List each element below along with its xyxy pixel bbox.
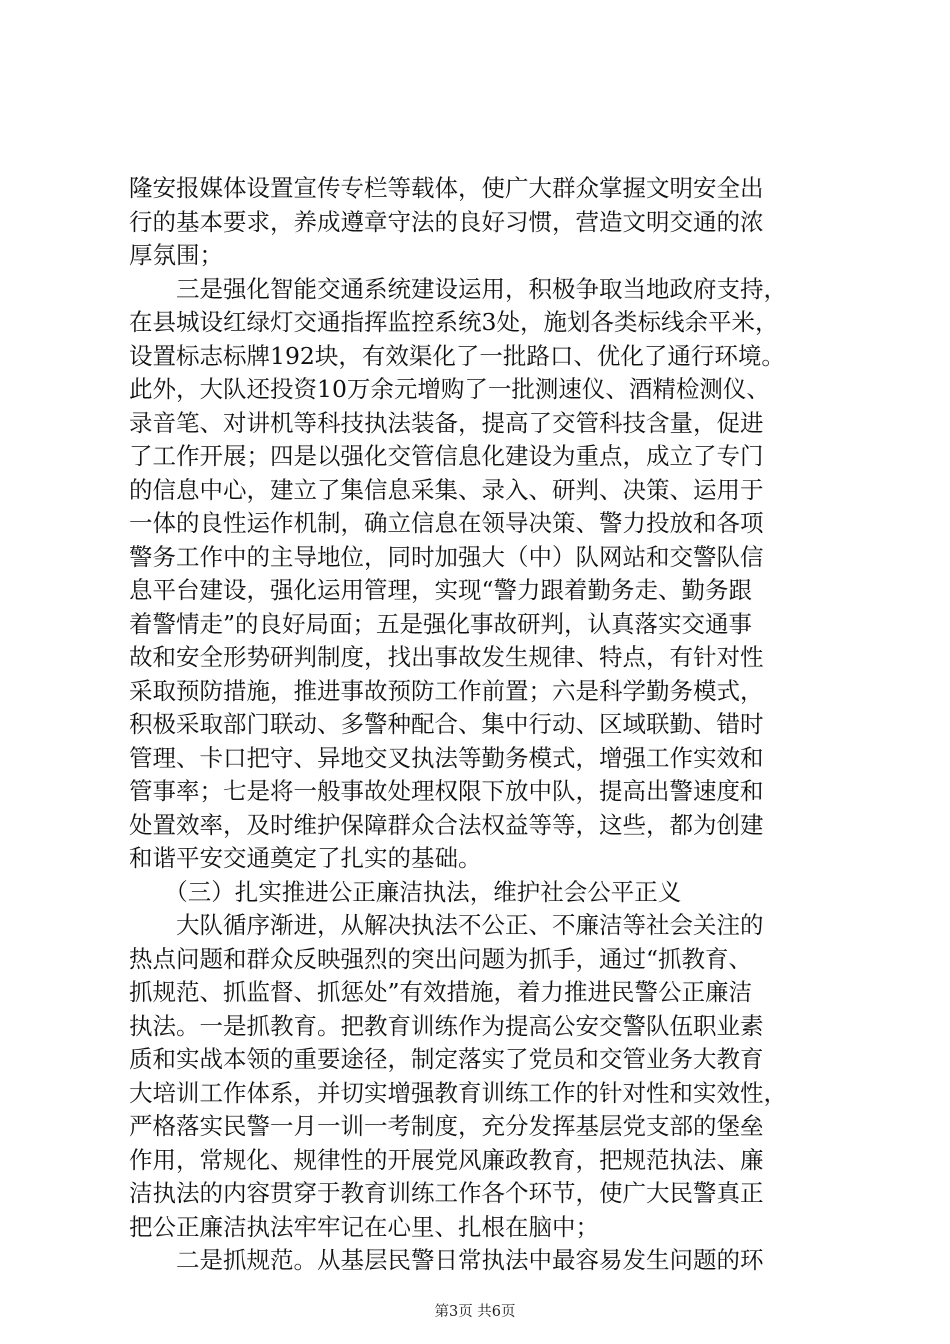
page-footer: 第3页 共6页 xyxy=(434,1304,516,1320)
text-line: 和谐平安交通奠定了扎实的基础。 xyxy=(129,844,482,872)
text-line: 处置效率，及时维护保障群众合法权益等等，这些，都为创建 xyxy=(129,810,764,839)
text-line: 积极采取部门联动、多警种配合、集中行动、区域联勤、错时 xyxy=(129,710,764,738)
text-line: 录音笔、对讲机等科技执法装备，提高了交管科技含量，促进 xyxy=(129,408,764,437)
text-line: 了工作开展；四是以强化交管信息化建设为重点，成立了专门 xyxy=(129,442,764,470)
text-line: 严格落实民警一月一训一考制度，充分发挥基层党支部的堡垒 xyxy=(129,1112,764,1140)
text-line: 在县城设红绿灯交通指挥监控系统3处，施划各类标线余平米， xyxy=(129,308,779,336)
text-line: 执法。一是抓教育。把教育训练作为提高公安交警队伍职业素 xyxy=(129,1011,764,1040)
text-line: 热点问题和群众反映强烈的突出问题为抓手，通过“抓教育、 xyxy=(129,944,753,973)
text-line: 作用，常规化、规律性的开展党风廉政教育，把规范执法、廉 xyxy=(129,1145,764,1174)
text-line: 质和实战本领的重要途径，制定落实了党员和交管业务大教育 xyxy=(129,1045,764,1073)
text-line: （三）扎实推进公正廉洁执法，维护社会公平正义 xyxy=(129,877,682,906)
body-text xyxy=(129,172,834,1278)
text-line: 大培训工作体系，并切实增强教育训练工作的针对性和实效性， xyxy=(129,1078,787,1107)
text-line: 厚氛围； xyxy=(129,241,223,269)
text-line: 大队循序渐进，从解决执法不公正、不廉洁等社会关注的 xyxy=(129,911,764,939)
text-line: 故和安全形势研判制度，找出事故发生规律、特点，有针对性 xyxy=(129,643,764,671)
text-line: 设置标志标牌192块，有效渠化了一批路口、优化了通行环境。 xyxy=(129,341,785,370)
text-line: 管理、卡口把守、异地交叉执法等勤务模式，增强工作实效和 xyxy=(129,743,764,772)
text-line: 的信息中心，建立了集信息采集、录入、研判、决策、运用于 xyxy=(129,475,764,504)
text-line: 二是抓规范。从基层民警日常执法中最容易发生问题的环 xyxy=(129,1246,764,1274)
text-line: 采取预防措施，推进事故预防工作前置；六是科学勤务模式， xyxy=(129,676,764,705)
text-line: 着警情走”的良好局面；五是强化事故研判，认真落实交通事 xyxy=(129,609,753,638)
text-line: 此外，大队还投资10万余元增购了一批测速仪、酒精检测仪、 xyxy=(129,375,770,403)
text-line: 一体的良性运作机制，确立信息在领导决策、警力投放和各项 xyxy=(129,509,764,537)
text-line: 息平台建设，强化运用管理，实现“警力跟着勤务走、勤务跟 xyxy=(129,576,753,604)
text-line: 抓规范、抓监督、抓惩处”有效措施，着力推进民警公正廉洁 xyxy=(129,978,753,1006)
text-line: 警务工作中的主导地位，同时加强大（中）队网站和交警队信 xyxy=(129,542,764,571)
text-line: 管事率；七是将一般事故处理权限下放中队，提高出警速度和 xyxy=(129,777,764,805)
text-line: 三是强化智能交通系统建设运用，积极争取当地政府支持， xyxy=(129,274,787,303)
text-line: 把公正廉洁执法牢牢记在心里、扎根在脑中； xyxy=(129,1212,599,1241)
text-line: 洁执法的内容贯穿于教育训练工作各个环节，使广大民警真正 xyxy=(129,1179,764,1207)
text-line: 隆安报媒体设置宣传专栏等载体，使广大群众掌握文明安全出 xyxy=(129,174,764,202)
text-line: 行的基本要求，养成遵章守法的良好习惯，营造文明交通的浓 xyxy=(129,207,764,236)
